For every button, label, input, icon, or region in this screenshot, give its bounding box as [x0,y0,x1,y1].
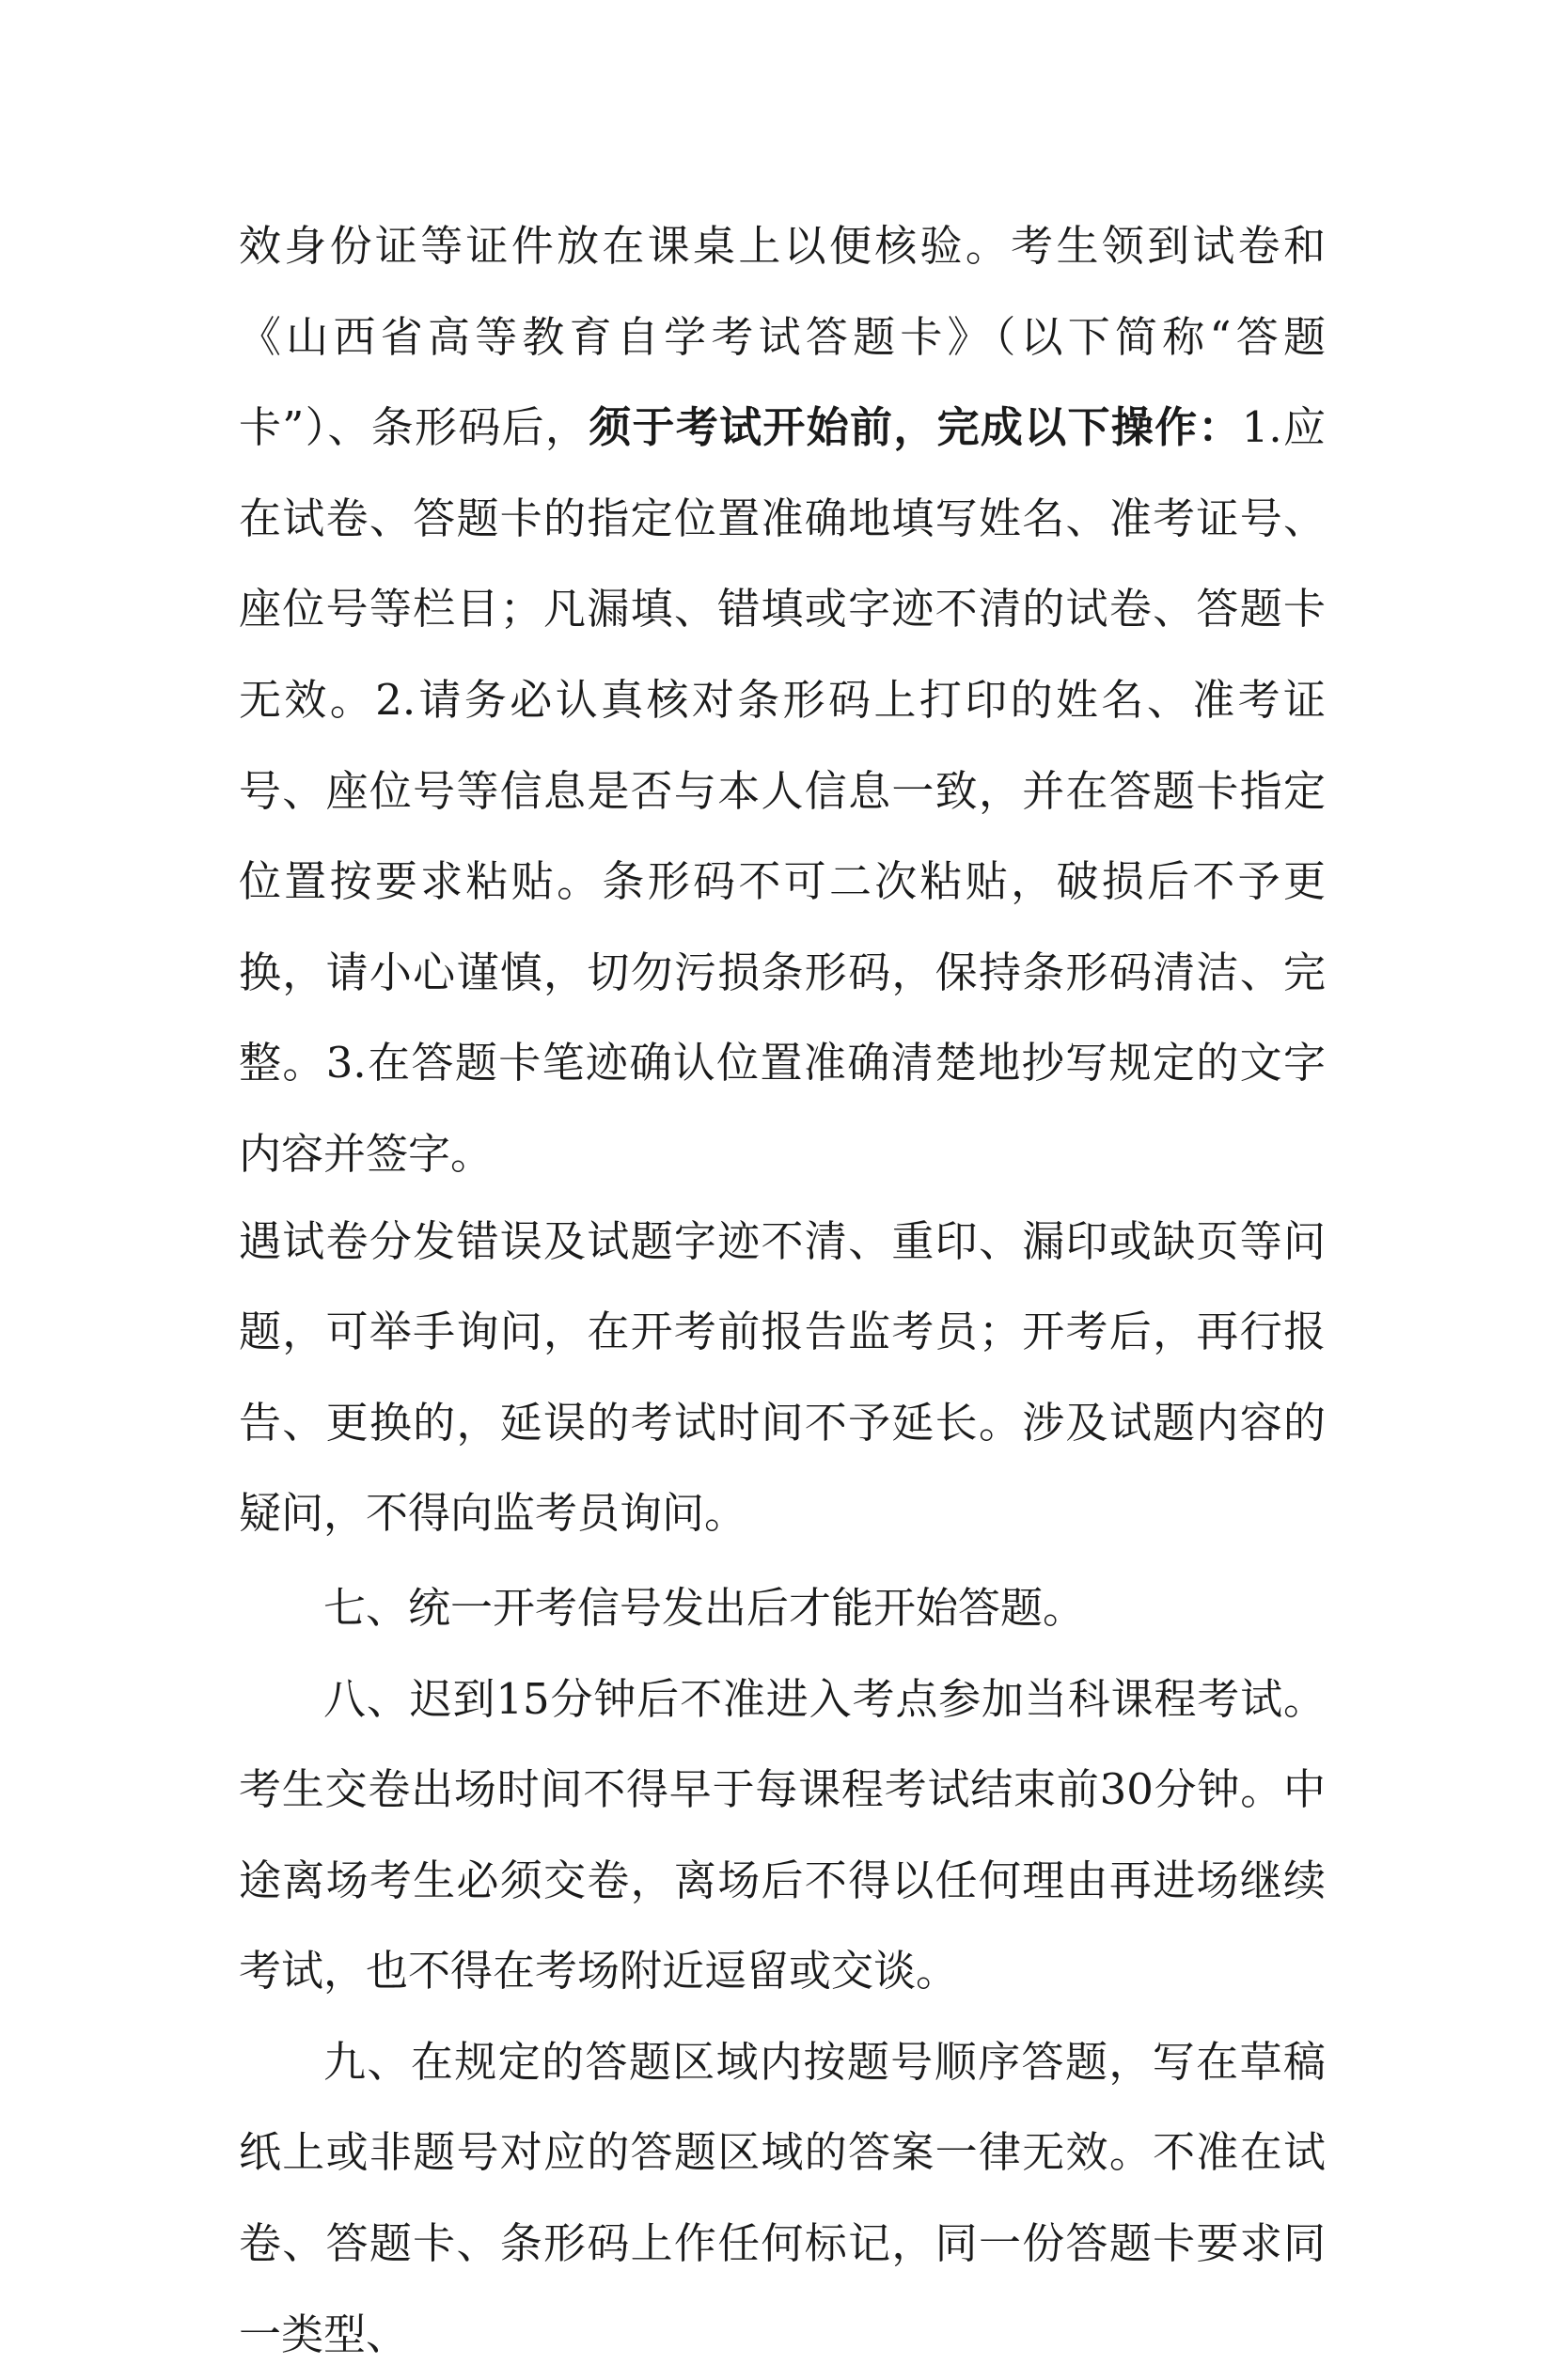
continuation-text-2: 1.应在试卷、答题卡的指定位置准确地填写姓名、准考证号、座位号等栏目；凡漏填、错填或字迹不清的试卷、答题卡无效。2.请务必认真核对条形码上打印的姓名、准考证号、座位号等信息是否与本人信息一致，并在答题卡指定位置按要求粘贴。条形码不可二次粘贴，破损后不予更换，请小心谨慎，切勿污损条形码，保持条形码清洁、完整。3.在答题卡笔迹确认位置准确清楚地抄写规定的文字内容并签字。 [239,402,1326,1179]
document-body [239,201,1326,2380]
continuation-text-1: 效身份证等证件放在课桌上以便核验。考生领到试卷和《山西省高等教育自学考试答题卡》（以下简称“答题卡”）、条形码后， [239,221,1326,453]
continuation-bold-text: 须于考试开始前，完成以下操作： [589,402,1242,453]
paragraph-nine: 九、在规定的答题区域内按题号顺序答题，写在草稿纸上或非题号对应的答题区域的答案一律无效。不准在试卷、答题卡、条形码上作任何标记，同一份答题卡要求同一类型、 [239,2036,1326,2359]
paragraph-eight: 八、迟到15分钟后不准进入考点参加当科课程考试。考生交卷出场时间不得早于每课程考试结束前30分钟。中途离场考生必须交卷，离场后不得以任何理由再进场继续考试，也不得在考场附近逗留或交谈。 [239,1673,1326,1996]
paragraph-exam-paper-issues: 遇试卷分发错误及试题字迹不清、重印、漏印或缺页等问题，可举手询问，在开考前报告监考员；开考后，再行报告、更换的，延误的考试时间不予延长。涉及试题内容的疑问，不得向监考员询问。 [239,1215,1326,1539]
paragraph-continuation [239,201,1326,1200]
paragraph-seven: 七、统一开考信号发出后才能开始答题。 [323,1582,1086,1633]
